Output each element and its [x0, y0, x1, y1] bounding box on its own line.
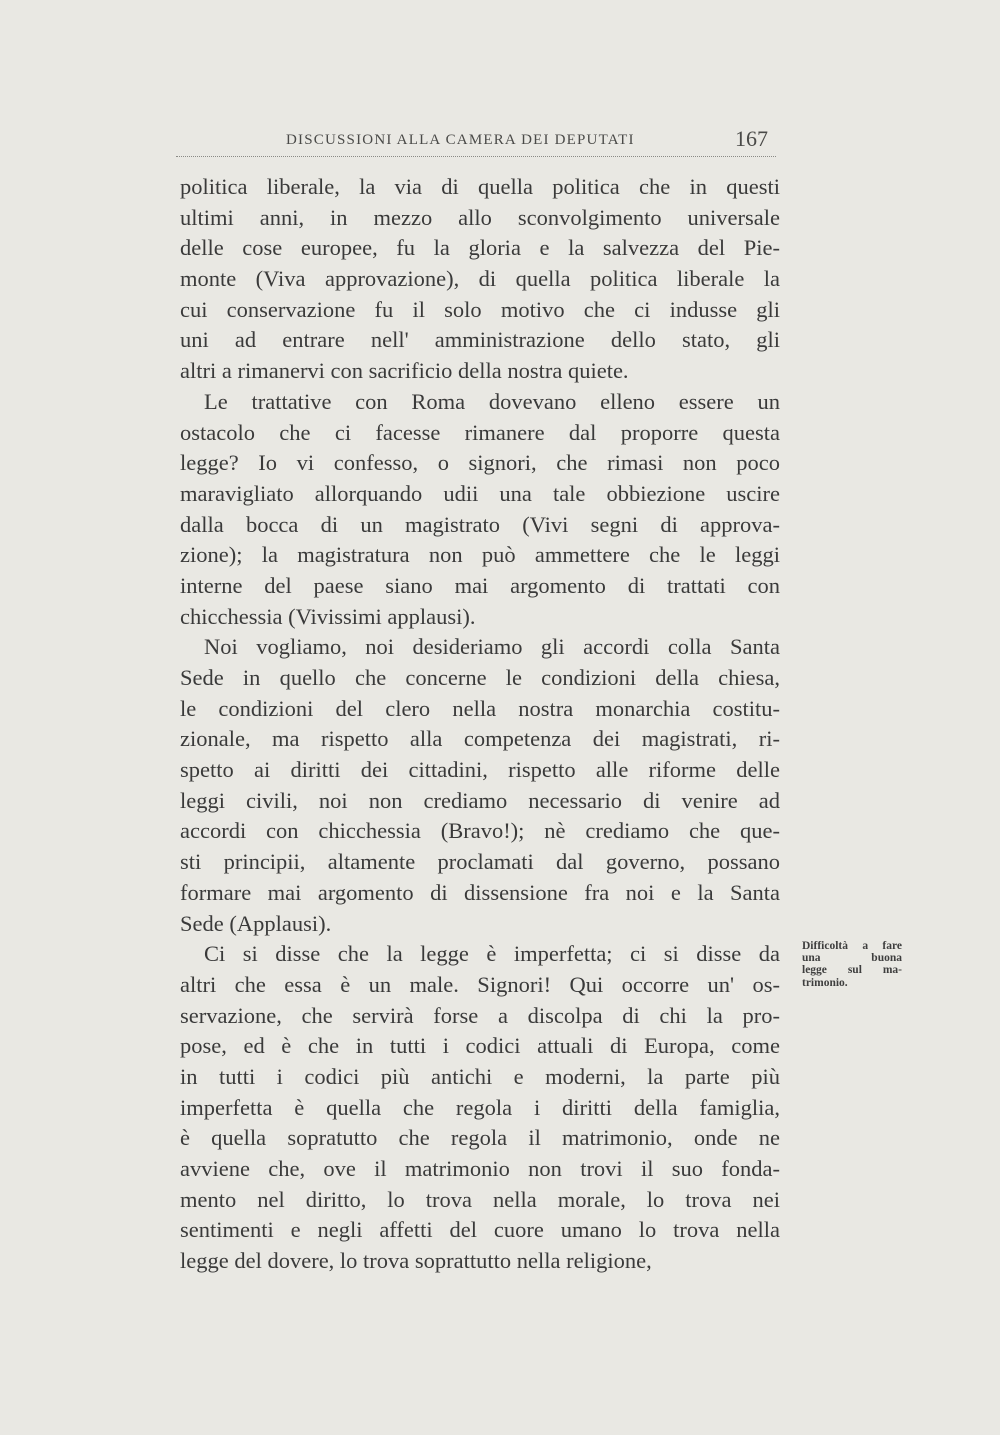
text-line: le condizioni del clero nella nostra monarchia costitu-	[180, 695, 780, 721]
text-line: uni ad entrare nell' amministrazione dello stato, gli	[180, 327, 780, 353]
body-text	[180, 172, 780, 1277]
margin-note	[802, 940, 902, 989]
text-line: formare mai argomento di dissensione fra noi e la Santa	[180, 879, 780, 905]
text-line: pose, ed è che in tutti i codici attuali di Europa, come	[180, 1033, 780, 1059]
text-line: legge del dovere, lo trova soprattutto nella religione,	[180, 1248, 652, 1274]
margin-note-line: Difficoltà a fare	[802, 940, 902, 952]
text-line: altri a rimanervi con sacrificio della nostra quiete.	[180, 358, 629, 384]
text-line: spetto ai diritti dei cittadini, rispetto alle riforme delle	[180, 757, 780, 783]
margin-note-line: legge sul ma-	[802, 964, 902, 977]
text-line: cui conservazione fu il solo motivo che ci indusse gli	[180, 296, 780, 322]
text-line: politica liberale, la via di quella politica che in questi	[180, 174, 780, 199]
text-line: altri che essa è un male. Signori! Qui occorre un' os-	[180, 971, 780, 997]
text-line: ostacolo che ci facesse rimanere dal proporre questa	[180, 419, 780, 445]
text-line: sentimenti e negli affetti del cuore umano lo trova nella	[180, 1217, 780, 1243]
text-line: accordi con chicchessia (Bravo!); nè crediamo che que-	[180, 818, 780, 844]
text-line: Ci si disse che la legge è imperfetta; ci si disse da	[204, 941, 780, 967]
running-title: DISCUSSIONI ALLA CAMERA DEI DEPUTATI	[286, 132, 635, 148]
text-line: servazione, che servirà forse a discolpa di chi la pro-	[180, 1002, 780, 1028]
page-number: 167	[735, 126, 768, 151]
text-line: maravigliato allorquando udii una tale obbiezione uscire	[180, 480, 780, 506]
text-line: interne del paese siano mai argomento di trattati con	[180, 572, 780, 598]
text-line: dalla bocca di un magistrato (Vivi segni di approva-	[180, 511, 780, 537]
margin-note-line: una buona	[802, 952, 902, 965]
text-line: delle cose europee, fu la gloria e la salvezza del Pie-	[180, 235, 780, 261]
text-line: legge? Io vi confesso, o signori, che rimasi non poco	[180, 450, 780, 476]
text-line: leggi civili, noi non crediamo necessario di venire ad	[180, 787, 780, 813]
text-line: in tutti i codici più antichi e moderni, la parte più	[180, 1063, 780, 1089]
text-line: zionale, ma rispetto alla competenza dei magistrati, ri-	[180, 726, 780, 752]
text-line: ultimi anni, in mezzo allo sconvolgimento universale	[180, 204, 780, 230]
text-line: monte (Viva approvazione), di quella politica liberale la	[180, 266, 780, 292]
text-line: zione); la magistratura non può ammettere che le leggi	[180, 542, 780, 568]
text-line: Sede (Applausi).	[180, 910, 332, 936]
margin-note-line: trimonio.	[802, 976, 848, 989]
text-line: sti principii, altamente proclamati dal governo, possano	[180, 849, 780, 875]
text-line: Sede in quello che concerne le condizioni della chiesa,	[180, 665, 780, 690]
text-line: imperfetta è quella che regola i diritti della famiglia,	[180, 1094, 780, 1120]
text-line: è quella sopratutto che regola il matrimonio, onde ne	[180, 1125, 780, 1151]
text-line: avviene che, ove il matrimonio non trovi il suo fonda-	[180, 1156, 780, 1181]
text-line: chicchessia (Vivissimi applausi).	[180, 603, 476, 629]
text-line: mento nel diritto, lo trova nella morale, lo trova nei	[180, 1186, 780, 1212]
page-header	[176, 128, 776, 157]
text-line: Le trattative con Roma dovevano elleno essere un	[204, 388, 780, 414]
text-line: Noi vogliamo, noi desideriamo gli accordi colla Santa	[204, 634, 780, 660]
